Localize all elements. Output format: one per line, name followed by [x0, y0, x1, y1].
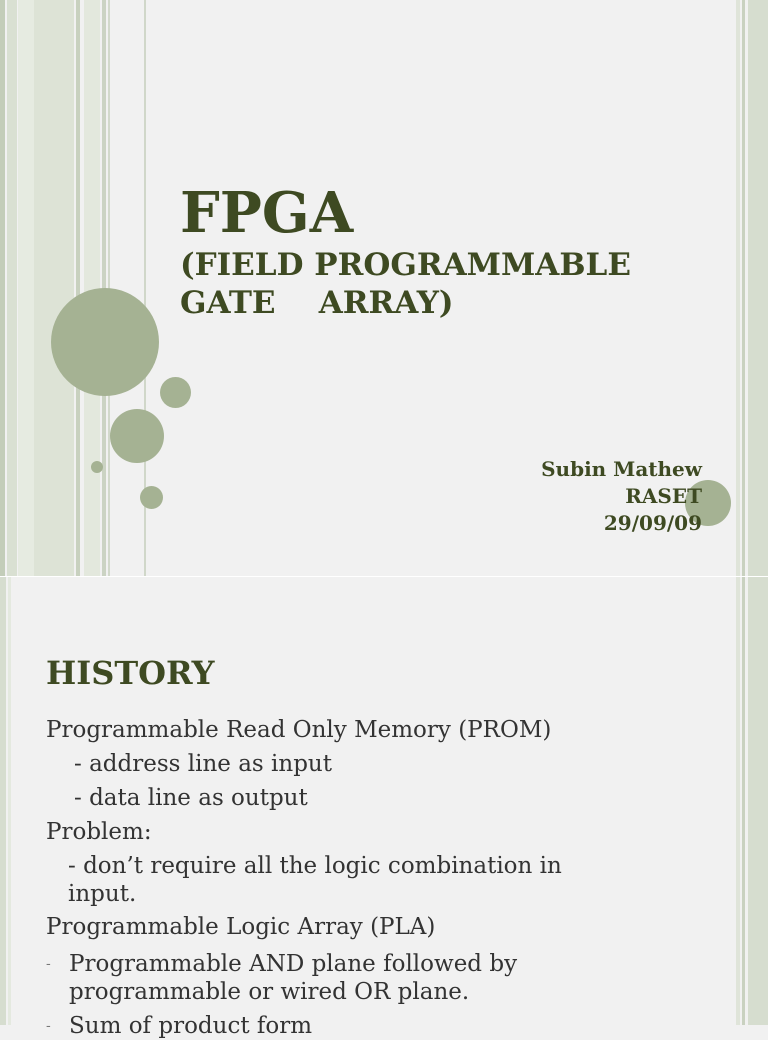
decor-stripe [76, 0, 80, 576]
decor-stripe [748, 577, 768, 1025]
bullet-item [46, 950, 606, 1006]
author-date: 29/09/09 [603, 511, 702, 535]
decor-stripe [736, 577, 740, 1025]
bullet-marker: - [46, 1018, 51, 1034]
decor-circle-small [160, 377, 191, 408]
body-line: Problem: [46, 819, 152, 845]
author-org: RASET [625, 484, 702, 508]
body-line: - address line as input [74, 751, 332, 777]
subtitle-line: GATE ARRAY) [180, 285, 454, 321]
body-line: Programmable Logic Array (PLA) [46, 914, 436, 940]
decor-circle-medium [110, 409, 164, 463]
decor-stripe [7, 0, 17, 576]
slide-heading: HISTORY [46, 654, 215, 692]
decor-stripe [0, 577, 6, 1025]
decor-stripe [748, 0, 768, 576]
slide-subtitle [180, 246, 631, 322]
slide-body [46, 713, 606, 1040]
bullet-text: Programmable AND plane followed by programmable or wired OR plane. [69, 951, 518, 1005]
decor-stripe [0, 0, 5, 576]
bullet-marker: - [46, 956, 51, 972]
body-line: - don’t require all the logic combination in input. [68, 853, 562, 907]
decor-stripe [736, 0, 740, 576]
decor-stripe [742, 577, 745, 1025]
author-name: Subin Mathew [541, 457, 702, 481]
bullet-text: Sum of product form [69, 1013, 313, 1039]
history-slide [0, 576, 768, 1039]
subtitle-line: (FIELD PROGRAMMABLE [180, 247, 631, 283]
slide-title: FPGA [180, 180, 354, 246]
decor-stripe [18, 0, 34, 576]
decor-circle-small [140, 486, 163, 509]
body-line: Programmable Read Only Memory (PROM) [46, 717, 552, 743]
decor-circle-tiny [91, 461, 103, 473]
decor-stripe [742, 0, 745, 576]
decor-circle-large [51, 288, 159, 396]
author-block [541, 456, 702, 537]
decor-stripe [8, 577, 11, 1025]
body-line: - data line as output [74, 785, 308, 811]
decor-stripe [34, 0, 74, 576]
bullet-item [46, 1012, 606, 1040]
